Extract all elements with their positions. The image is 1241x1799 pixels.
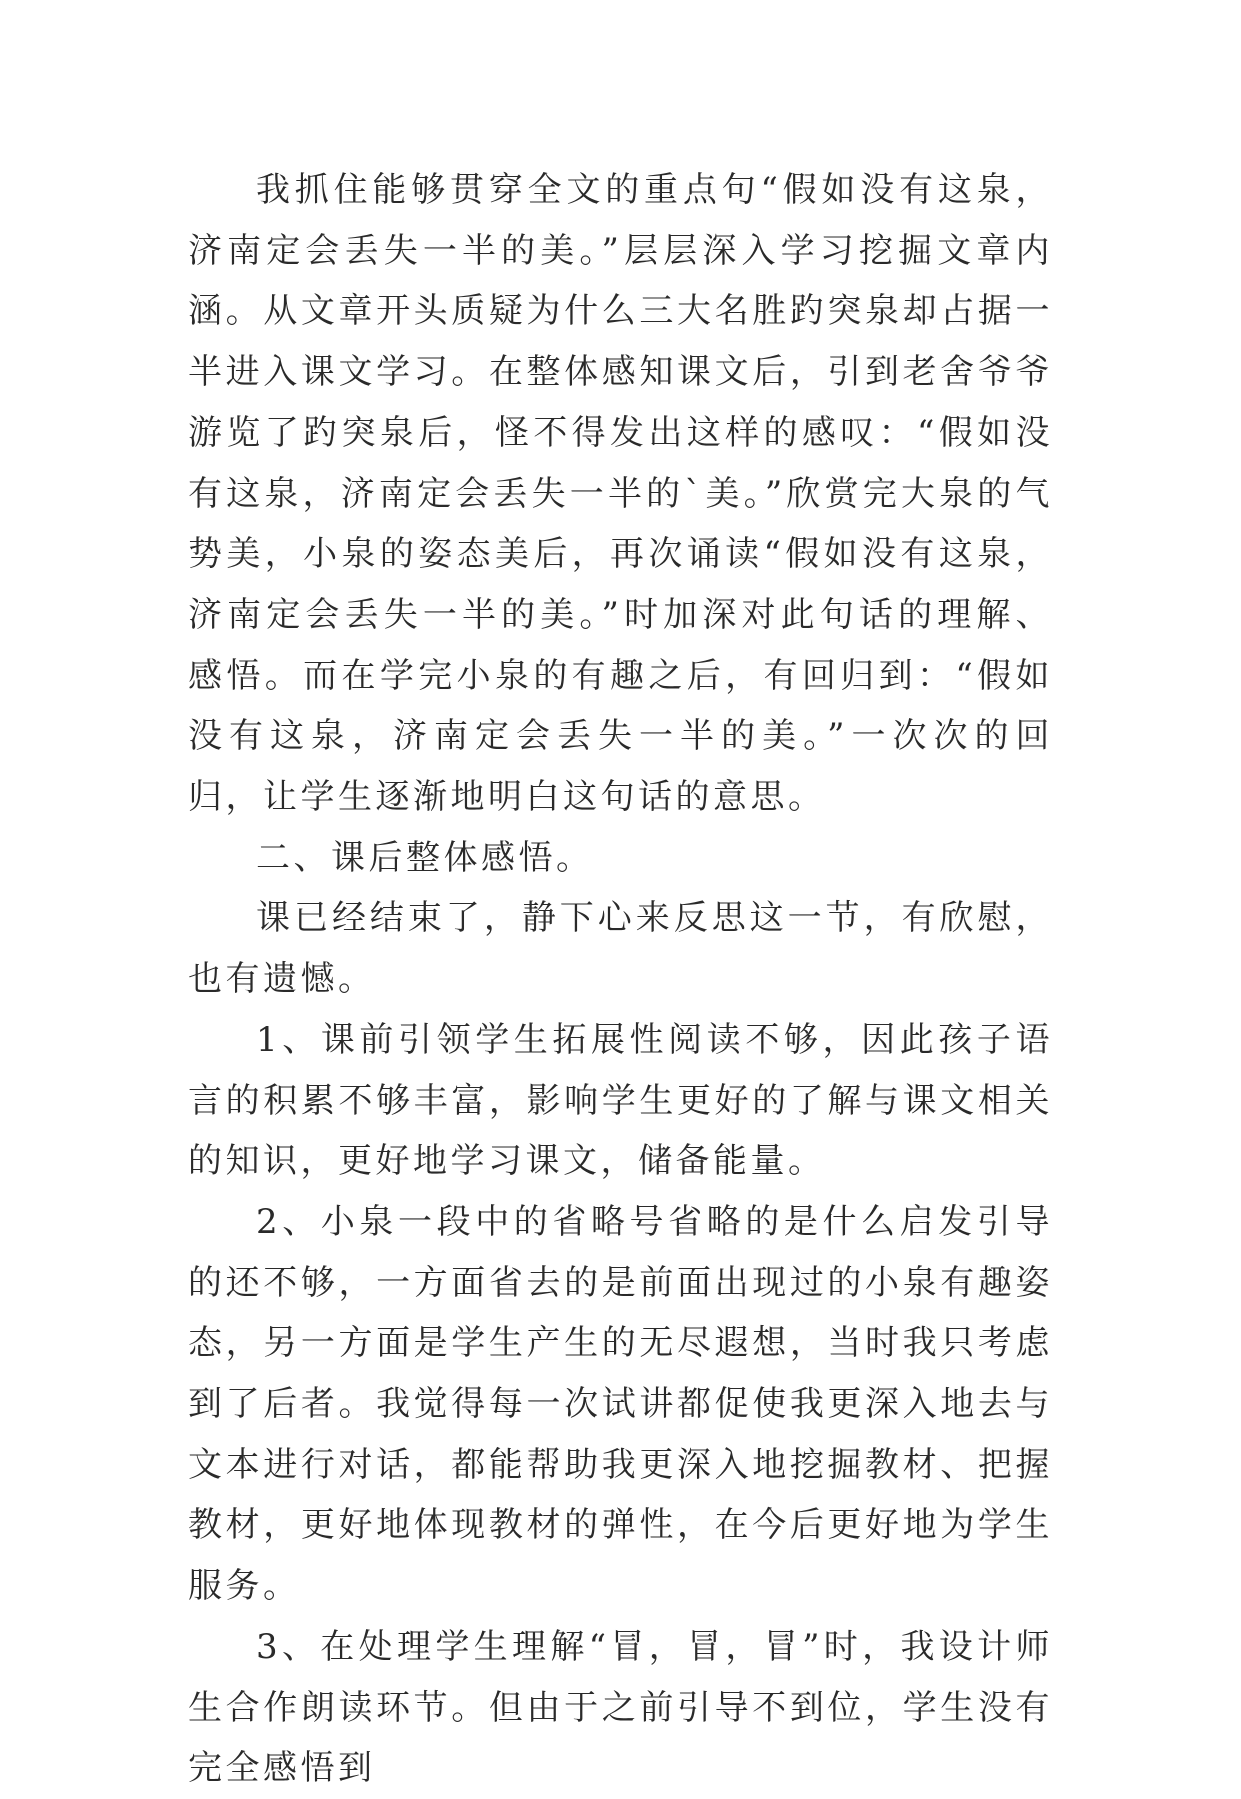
paragraph-key-sentence: 我抓住能够贯穿全文的重点句“假如没有这泉，济南定会丢失一半的美。”层层深入学习挖掘文章内涵。从文章开头质疑为什么三大名胜趵突泉却占据一半进入课文学习。在整体感知课文后，引到老舍爷爷游览了趵突泉后，怪不得发出这样的感叹：“假如没有这泉，济南定会丢失一半的`美。”欣赏完大泉的气势美，小泉的姿态美后，再次诵读“假如没有这泉，济南定会丢失一半的美。”时加深对此句话的理解、感悟。而在学完小泉的有趣之后，有回归到：“假如没有这泉，济南定会丢失一半的美。”一次次的回归，让学生逐渐地明白这句话的意思。 — [188, 170, 1053, 818]
section-heading-after-class: 二、课后整体感悟。 — [256, 837, 594, 878]
document-body — [188, 160, 1053, 1799]
paragraph-point-1: 1、课前引领学生拓展性阅读不够，因此孩子语言的积累不够丰富，影响学生更好的了解与课文相关的知识，更好地学习课文，储备能量。 — [188, 1019, 1053, 1182]
paragraph-point-3: 3、在处理学生理解“冒，冒，冒”时，我设计师生合作朗读环节。但由于之前引导不到位，学生没有完全感悟到 — [188, 1626, 1053, 1789]
paragraph-point-2: 2、小泉一段中的省略号省略的是什么启发引导的还不够，一方面省去的是前面出现过的小泉有趣姿态，另一方面是学生产生的无尽遐想，当时我只考虑到了后者。我觉得每一次试讲都促使我更深入地去与文本进行对话，都能帮助我更深入地挖掘教材、把握教材，更好地体现教材的弹性，在今后更好地为学生服务。 — [188, 1201, 1053, 1607]
paragraph-reflection-intro: 课已经结束了，静下心来反思这一节，有欣慰，也有遗憾。 — [188, 898, 1053, 1000]
